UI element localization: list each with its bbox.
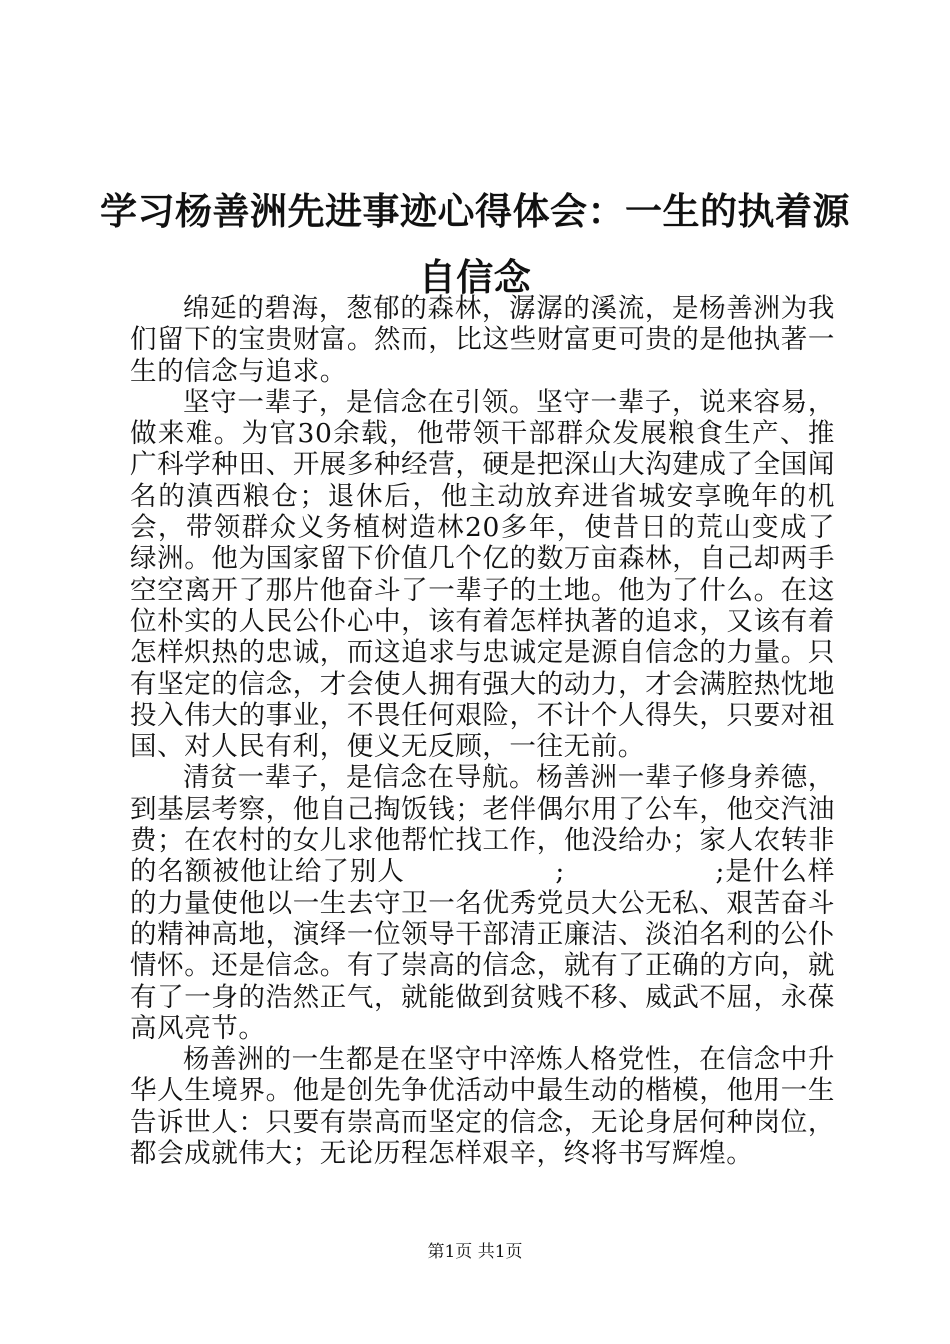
paragraph-poverty: 清贫一辈子，是信念在导航。杨善洲一辈子修身养德，到基层考察，他自己掏饭钱；老伴偶尔用了公车，他交汽油费；在农村的女儿求他帮忙找工作，他没给办；家人农转非的名额被他让给了别人 ; ;是什么样的力量使他以一生去守卫一名优秀党员大公无私、艰苦奋斗的精神高地，演绎一位领导干部清正廉洁、淡泊名利的公仆情怀。还是信念。有了崇高的信念，就有了正确的方向，就有了一身的浩然正气，就能做到贫贱不移、威武不屈，永葆高风亮节。 (130, 762, 835, 1044)
document-title: 学习杨善洲先进事迹心得体会：一生的执着源自信念 (100, 189, 850, 299)
document-body (130, 293, 835, 1169)
paragraph-persistence: 坚守一辈子，是信念在引领。坚守一辈子，说来容易，做来难。为官30余载，他带领干部群众发展粮食生产、推广科学种田、开展多种经营，硬是把深山大沟建成了全国闻名的滇西粮仓；退休后，他主动放弃进省城安享晚年的机会，带领群众义务植树造林20多年，使昔日的荒山变成了绿洲。他为国家留下价值几个亿的数万亩森林，自己却两手空空离开了那片他奋斗了一辈子的土地。他为了什么。在这位朴实的人民公仆心中，该有着怎样执著的追求，又该有着怎样炽热的忠诚，而这追求与忠诚定是源自信念的力量。只有坚定的信念，才会使人拥有强大的动力，才会满腔热忱地投入伟大的事业，不畏任何艰险，不计个人得失，只要对祖国、对人民有利，便义无反顾，一往无前。 (130, 386, 835, 763)
paragraph-intro: 绵延的碧海，葱郁的森林，潺潺的溪流，是杨善洲为我们留下的宝贵财富。然而，比这些财富更可贵的是他执著一生的信念与追求。 (130, 293, 835, 387)
paragraph-conclusion: 杨善洲的一生都是在坚守中淬炼人格党性，在信念中升华人生境界。他是创先争优活动中最生动的楷模，他用一生告诉世人：只要有崇高而坚定的信念，无论身居何种岗位，都会成就伟大；无论历程怎样艰辛，终将书写辉煌。 (130, 1044, 835, 1170)
page-footer: 第1页 共1页 (427, 1242, 523, 1262)
